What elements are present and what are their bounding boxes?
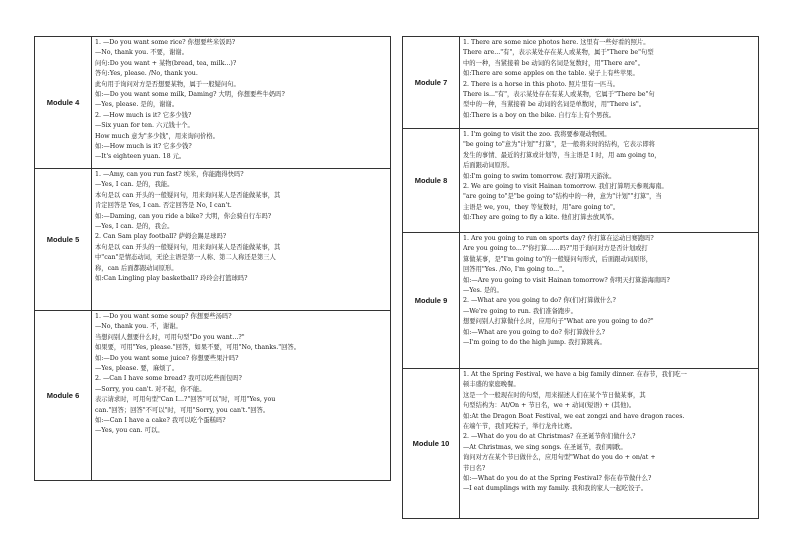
content-line: 这是一个一般现在时的句型，用来描述人们在某个节日做某事，其: [463, 391, 646, 399]
module-label: Module 5: [35, 169, 92, 311]
content-line: Are you going to...?"你打算……吗?"用于询问对方是否计划或打: [463, 245, 648, 253]
content-line: —Yes, I can. 是的，我会。: [95, 223, 174, 231]
content-line: 1. —Do you want some rice? 你想要些米饭吗?: [95, 39, 236, 46]
content-line: 如:—How much is it? 它多少钱?: [95, 143, 192, 151]
content-line: 当想问别人想要什么时，可用句型"Do you want...?": [95, 333, 245, 341]
module-row: [403, 369, 759, 519]
content-line: 本句是以 can 开头的一般疑问句，用来询问某人是否能做某事，其: [95, 191, 281, 199]
module-table: [402, 36, 759, 519]
content-line: —No, thank you. 不，谢谢。: [95, 323, 182, 331]
content-line: 2. —What are you going to do? 你(们)打算做什么?: [463, 297, 616, 305]
content-line: 如:There is a boy on the bike. 自行车上有个男孩。: [463, 111, 615, 119]
content-line: 发生的事情、最近的打算或计划等，当主语是 I 时，用 am going to，: [463, 151, 661, 159]
module-label: Module 4: [35, 37, 92, 169]
content-line: 算做某事，是"I'm going to"的一般疑问句形式，后面跟动词原形，: [463, 255, 653, 263]
content-line: 如:—Can I have a cake? 我可以吃个蛋糕吗?: [95, 417, 226, 425]
module-row: [403, 37, 759, 129]
content-line: —Yes, please. 要，麻烦了。: [95, 365, 179, 373]
content-line: There is..."有"，表示某处存在有某人或某物，它属于"There be"句: [463, 91, 655, 99]
content-line: 询问对方在某个节日做什么，应用句型"What do you do + on/at +: [463, 454, 656, 462]
content-line: 如:—Daming, can you ride a bike? 大明，你会骑自行车吗?: [95, 212, 272, 220]
content-line: 1. —Amy, can you run fast? 埃米，你能跑得快吗?: [95, 171, 244, 178]
content-line: 如:Can Lingling play basketball? 玲玲会打篮球吗?: [95, 275, 248, 283]
content-line: There are..."有"，表示某处存在某人或某物，属于"There be"句型: [463, 49, 654, 57]
content-line: 如:—Do you want some milk, Daming? 大明，你想要些牛奶吗?: [95, 91, 285, 99]
content-line: 型中的一种，当紧接着 be 动词的名词是单数时，用"There is"。: [463, 101, 646, 109]
content-line: 回答用"Yes. /No, I'm going to..."。: [463, 266, 569, 274]
content-line: 2. —How much is it? 它多少钱?: [95, 111, 192, 119]
module-content: [460, 37, 759, 129]
content-line: 如:—What are you going to do? 你打算做什么?: [463, 328, 606, 336]
module-label: Module 6: [35, 311, 92, 481]
content-line: 2. Can Sam play football? 萨姆会踢足球吗?: [95, 233, 227, 241]
content-line: 2. We are going to visit Hainan tomorrow. 我们打算明天参观海南。: [463, 183, 668, 191]
content-line: 2. —Can I have some bread? 我可以吃些面包吗?: [95, 375, 242, 383]
content-line: 问句:Do you want + 某物(bread, tea, milk...)?: [95, 59, 237, 67]
module-content: [460, 369, 759, 519]
module-label: Module 8: [403, 129, 460, 233]
module-content: [92, 37, 391, 169]
content-line: 表示请求时，可用句型"Can I...?"回答"可以"时，可用"Yes, you: [95, 396, 276, 404]
content-line: 2. There is a horse in this photo. 照片里有一匹马。: [463, 80, 619, 88]
content-line: 如:They are going to fly a kite. 他们打算去放风筝。: [463, 214, 618, 222]
content-line: —Six yuan for ten. 六元钱十个。: [95, 122, 194, 130]
content-line: 如:—Do you want some juice? 你想要些果汁吗?: [95, 354, 239, 362]
content-line: 1. Are you going to run on sports day? 你打算在运动日赛跑吗?: [463, 235, 654, 242]
right-page: [402, 36, 759, 519]
content-line: 如果要，可用"Yes, please."回答，如果不要，可用"No, thanks."回答。: [95, 344, 301, 352]
left-page: [34, 36, 391, 481]
content-line: can."回答；回答"不可以"时，可用"Sorry, you can't."回答。: [95, 406, 270, 414]
content-line: 句型结构为：At/On + 节日名，we + 动词(短语) + (其他)。: [463, 402, 636, 410]
content-line: —Yes, please. 是的，谢谢。: [95, 101, 179, 109]
content-line: —At Christmas, we sing songs. 在圣诞节，我们唱歌。: [463, 443, 627, 451]
content-line: 如:At the Dragon Boat Festival, we eat zongzi and have dragon races.: [463, 412, 685, 420]
module-row: [35, 37, 391, 169]
content-line: 如:There are some apples on the table. 桌子上有些苹果。: [463, 70, 639, 78]
module-label: Module 9: [403, 233, 460, 369]
content-line: 节日名?: [463, 464, 486, 472]
content-line: 主语是 we, you，they 等复数时，用"are going to"。: [463, 203, 620, 211]
content-line: —We're going to run. 我们准备跑步。: [463, 307, 577, 315]
content-line: 1. There are some nice photos here. 这里有一些好看的照片。: [463, 39, 650, 46]
content-line: 中"can"是情态动词，无论主语是第一人称、第二人称还是第三人: [95, 254, 276, 262]
content-line: 如:I'm going to swim tomorrow. 我打算明天游泳。: [463, 172, 616, 180]
content-line: How much 意为"多少钱"，用来询问价格。: [95, 132, 219, 140]
module-row: [35, 311, 391, 481]
content-line: 称，can 后面都跟动词原形。: [95, 264, 178, 272]
content-line: 中的一种，当紧接着 be 动词的名词是复数时，用"There are"。: [463, 59, 644, 67]
module-row: [403, 129, 759, 233]
content-line: "are going to"是"be going to"结构中的一种，意为"计划""打算"，当: [463, 193, 662, 201]
content-line: "be going to"意为"计划""打算"，是一般将来时的结构，它表示即将: [463, 141, 655, 149]
content-line: 如:—What do you do at the Spring Festival? 你在春节做什么?: [463, 475, 652, 483]
content-line: 2. —What do you do at Christmas? 在圣诞节你们做什么?: [463, 433, 636, 441]
content-line: 此句用于询问对方是否想要某物，属于一般疑问句。: [95, 80, 240, 88]
content-line: 1. —Do you want some soup? 你想要些汤吗?: [95, 313, 232, 320]
content-line: 本句是以 can 开头的一般疑问句，用来询问某人是否能做某事，其: [95, 243, 281, 251]
module-content: [460, 233, 759, 369]
content-line: —It's eighteen yuan. 18 元。: [95, 153, 186, 161]
content-line: —Yes. 是的。: [463, 287, 503, 295]
content-line: —I eat dumplings with my family. 我和我的家人一起吃饺子。: [463, 485, 648, 493]
content-line: 在端午节，我们吃粽子，举行龙舟比赛。: [463, 423, 577, 431]
content-line: —Sorry, you can't. 对不起，你不能。: [95, 385, 206, 393]
module-content: [92, 169, 391, 311]
content-line: —Yes, I can. 是的，我能。: [95, 181, 174, 189]
content-line: —I'm going to do the high jump. 我打算跳高。: [463, 339, 606, 347]
content-line: —Yes, you can. 可以。: [95, 427, 164, 435]
module-label: Module 10: [403, 369, 460, 519]
content-line: 顿丰盛的家庭晚餐。: [463, 381, 520, 389]
content-line: 答句:Yes, please. /No, thank you.: [95, 70, 198, 78]
content-line: 如:—Are you going to visit Hainan tomorrow? 你明天打算游海南吗?: [463, 276, 670, 284]
module-content: [92, 311, 391, 481]
module-label: Module 7: [403, 37, 460, 129]
module-table: [34, 36, 391, 481]
content-line: 后面跟动词原形。: [463, 162, 514, 170]
module-content: [460, 129, 759, 233]
module-row: [35, 169, 391, 311]
content-line: 肯定回答是 Yes, I can. 否定回答是 No, I can't.: [95, 202, 232, 210]
module-row: [403, 233, 759, 369]
content-line: —No, thank you. 不要，谢谢。: [95, 49, 189, 57]
content-line: 1. At the Spring Festival, we have a big family dinner. 在春节，我们吃一: [463, 371, 687, 378]
content-line: 想要问别人打算做什么时，应用句子"What are you going to do?": [463, 318, 654, 326]
content-line: 1. I'm going to visit the zoo. 我将要参观动物园。: [463, 131, 611, 138]
